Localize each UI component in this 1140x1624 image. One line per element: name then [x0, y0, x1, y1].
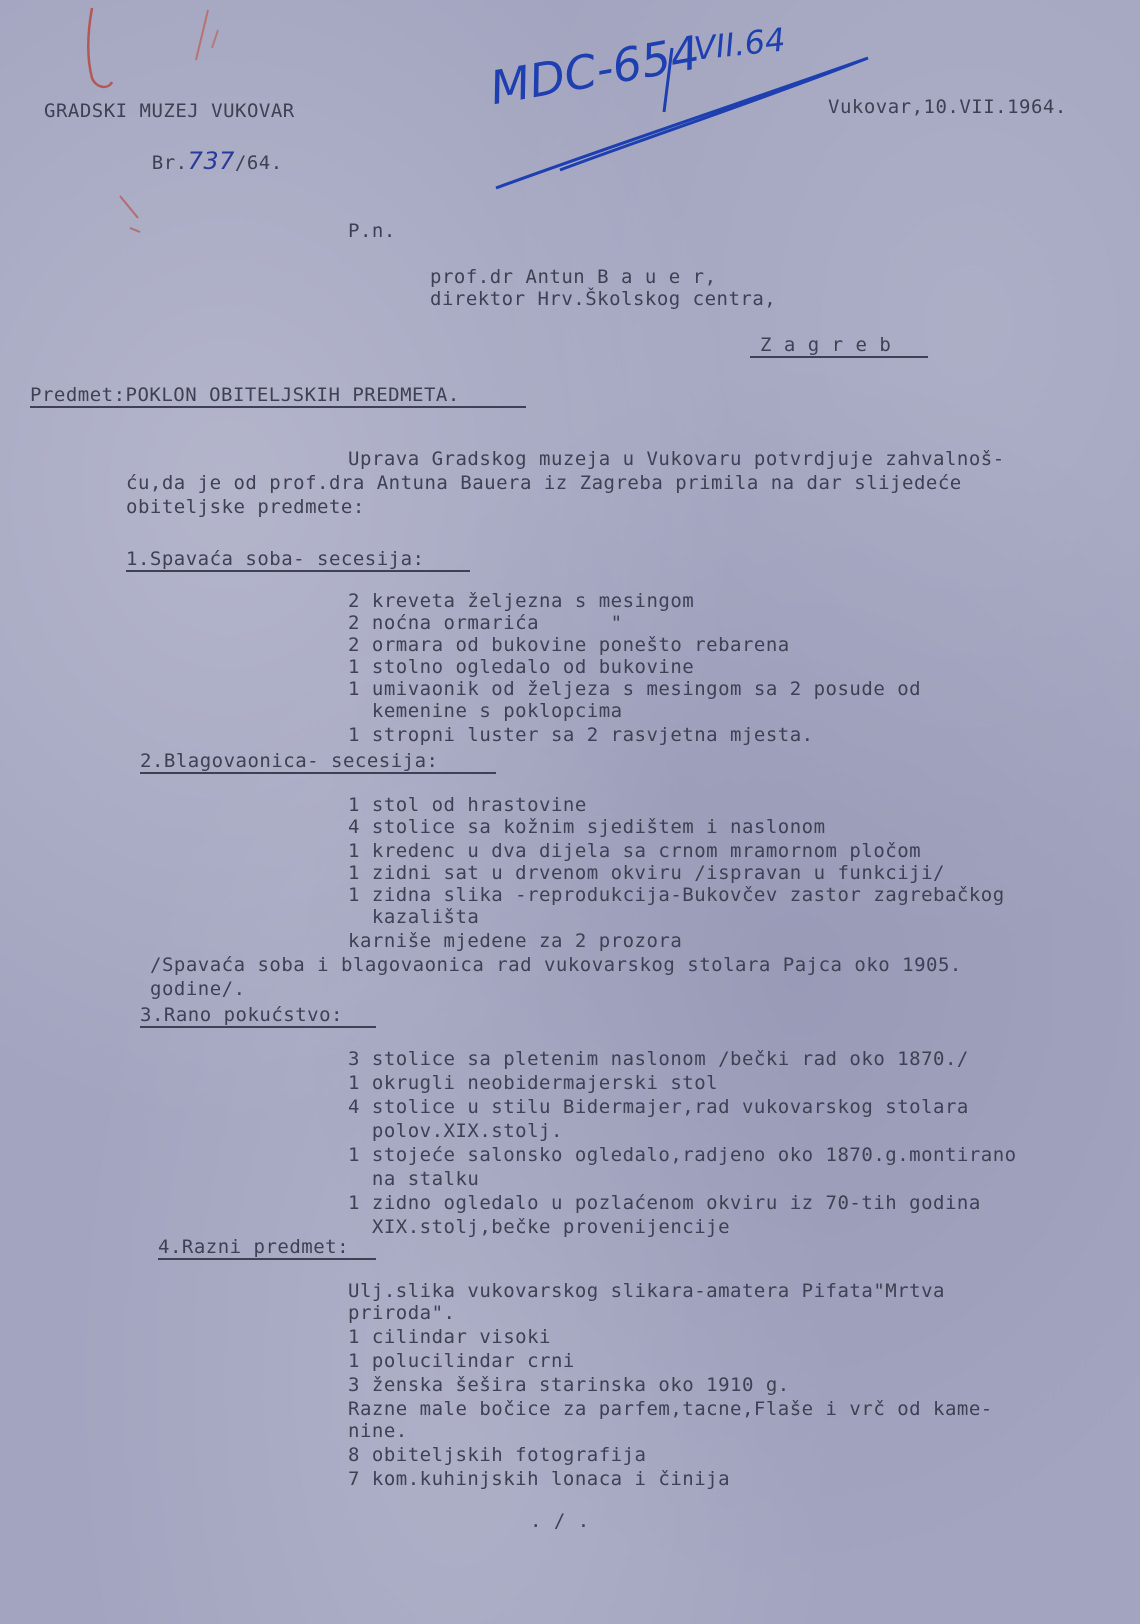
section1-heading: 1.Spavaća soba- secesija:: [126, 548, 425, 570]
section2-item: karniše mjedene za 2 prozora: [348, 930, 683, 952]
section4-item: priroda".: [348, 1302, 456, 1324]
section3-heading: 3.Rano pokućstvo:: [140, 1004, 343, 1026]
intro-line-3: obiteljske predmete:: [126, 496, 365, 518]
reg-suffix: /64.: [234, 152, 283, 174]
section2-item: 1 zidni sat u drvenom okviru /ispravan u funkciji/: [348, 862, 945, 884]
section4-item: 8 obiteljskih fotografija: [348, 1444, 647, 1466]
section4-item: nine.: [348, 1420, 408, 1442]
section2-note: /Spavaća soba i blagovaonica rad vukovarskog stolara Pajca oko 1905.: [150, 954, 962, 976]
recipient-name: prof.dr Antun B a u e r,: [430, 266, 717, 288]
section4-heading: 4.Razni predmet:: [158, 1236, 350, 1258]
section2-item: 1 stol od hrastovine: [348, 794, 587, 816]
place-date: Vukovar,10.VII.1964.: [828, 96, 1067, 118]
section2-item: kazališta: [348, 906, 480, 928]
section3-item: 1 okrugli neobidermajerski stol: [348, 1072, 719, 1094]
section1-item: 2 kreveta željezna s mesingom: [348, 590, 695, 612]
archive-date: VII.64: [692, 20, 788, 68]
section4-item: 1 polucilindar crni: [348, 1350, 575, 1372]
section4-item: Razne male bočice za parfem,tacne,Flaše i vrč od kame-: [348, 1398, 993, 1420]
reg-handwritten: 737: [187, 147, 235, 175]
section1-item: 1 umivaonik od željeza s mesingom sa 2 posude od: [348, 678, 922, 700]
institution-name: GRADSKI MUZEJ VUKOVAR: [44, 100, 295, 122]
section2-underline: [140, 772, 496, 774]
section1-item: 2 noćna ormarića ": [348, 612, 623, 634]
section1-item: 2 ormara od bukovine ponešto rebarena: [348, 634, 790, 656]
section3-item: 1 zidno ogledalo u pozlaćenom okviru iz 70-tih godina: [348, 1192, 981, 1214]
section3-item: na stalku: [348, 1168, 480, 1190]
section4-item: 3 ženska šešira starinska oko 1910 g.: [348, 1374, 790, 1396]
section2-item: 4 stolice sa kožnim sjedištem i naslonom: [348, 816, 826, 838]
section3-item: XIX.stolj,bečke provenijencije: [348, 1216, 731, 1238]
section2-item: 1 kredenc u dva dijela sa crnom mramornom pločom: [348, 840, 922, 862]
recipient-title: direktor Hrv.Školskog centra,: [430, 288, 777, 310]
section3-item: 1 stojeće salonsko ogledalo,radjeno oko 1870.g.montirano: [348, 1144, 1017, 1166]
section4-item: 1 cilindar visoki: [348, 1326, 551, 1348]
section3-item: polov.XIX.stolj.: [348, 1120, 563, 1142]
city-underline: [750, 356, 928, 358]
intro-line-1: Uprava Gradskog muzeja u Vukovaru potvrdjuje zahvalnoš-: [348, 448, 1005, 470]
intro-line-2: ću,da je od prof.dra Antuna Bauera iz Zagreba primila na dar slijedeće: [126, 472, 962, 494]
section4-underline: [158, 1258, 376, 1260]
section1-item: kemenine s poklopcima: [348, 700, 623, 722]
section2-note: godine/.: [150, 978, 246, 1000]
subject-underline: [30, 406, 526, 408]
section2-item: 1 zidna slika -reprodukcija-Bukovčev zastor zagrebačkog: [348, 884, 1005, 906]
section4-item: 7 kom.kuhinjskih lonaca i činija: [348, 1468, 731, 1490]
recipient-city: Z a g r e b: [760, 334, 892, 356]
section3-item: 4 stolice u stilu Bidermajer,rad vukovarskog stolara: [348, 1096, 969, 1118]
continuation-mark: . / .: [530, 1510, 590, 1532]
section1-item: 1 stropni luster sa 2 rasvjetna mjesta.: [348, 724, 814, 746]
subject-line: Predmet:POKLON OBITELJSKIH PREDMETA.: [30, 384, 460, 406]
recipient-pn: P.n.: [348, 220, 396, 242]
registration-number: [104, 128, 283, 196]
section4-item: Ulj.slika vukovarskog slikara-amatera Pifata"Mrtva: [348, 1280, 945, 1302]
section1-underline: [126, 570, 470, 572]
reg-prefix: Br.: [151, 152, 188, 174]
archive-number: MDC-654: [486, 25, 704, 116]
section3-item: 3 stolice sa pletenim naslonom /bečki rad oko 1870./: [348, 1048, 969, 1070]
section1-item: 1 stolno ogledalo od bukovine: [348, 656, 695, 678]
section2-heading: 2.Blagovaonica- secesija:: [140, 750, 439, 772]
section3-underline: [140, 1026, 376, 1028]
